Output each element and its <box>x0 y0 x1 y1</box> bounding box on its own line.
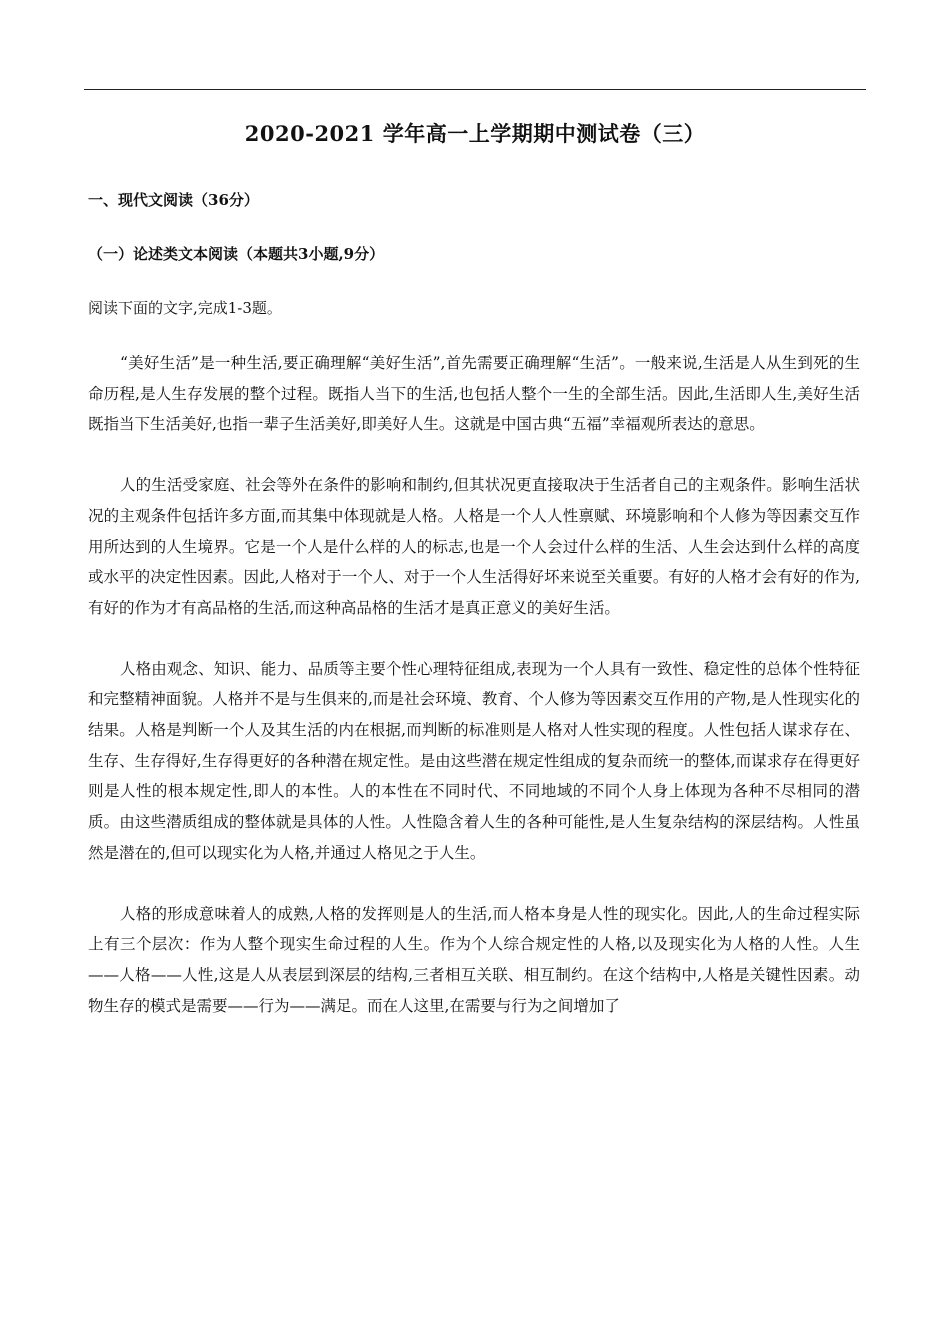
paragraph-4: 人格的形成意味着人的成熟,人格的发挥则是人的生活,而人格本身是人性的现实化。因此,人的生命过程实际上有三个层次：作为人整个现实生命过程的人生。作为个人综合规定性的人格,以及现实化为人格的人性。人生——人格——人性,这是人从表层到深层的结构,三者相互关联、相互制约。在这个结构中,人格是关键性因素。动物生存的模式是需要——行为——满足。而在人这里,在需要与行为之间增加了 <box>88 904 860 1015</box>
paragraph-1: “美好生活”是一种生活,要正确理解“美好生活”,首先需要正确理解“生活”。一般来说,生活是人从生到死的生命历程,是人生存发展的整个过程。既指人当下的生活,也包括人整个一生的全部生活。因此,生活即人生,美好生活既指当下生活美好,也指一辈子生活美好,即美好人生。这就是中国古典“五福”幸福观所表达的意思。 <box>88 354 860 434</box>
section-heading: 一、现代文阅读（36分） <box>88 191 259 209</box>
paragraph-2: 人的生活受家庭、社会等外在条件的影响和制约,但其状况更直接取决于生活者自己的主观条件。影响生活状况的主观条件包括许多方面,而其集中体现就是人格。人格是一个人人性禀赋、环境影响和个人修为等因素交互作用所达到的人生境界。它是一个人是什么样的人的标志,也是一个人会过什么样的生活、人生会达到什么样的高度或水平的决定性因素。因此,人格对于一个人、对于一个人生活得好坏来说至关重要。有好的人格才会有好的作为,有好的作为才有高品格的生活,而这种高品格的生活才是真正意义的美好生活。 <box>88 476 860 617</box>
page-title: 2020-2021 学年高一上学期期中测试卷（三） <box>244 121 706 146</box>
paragraph-3: 人格由观念、知识、能力、品质等主要个性心理特征组成,表现为一个人具有一致性、稳定性的总体个性特征和完整精神面貌。人格并不是与生俱来的,而是社会环境、教育、个人修为等因素交互作用的产物,是人性现实化的结果。人格是判断一个人及其生活的内在根据,而判断的标准则是人格对人性实现的程度。人性包括人谋求存在、生存、生存得好,生存得更好的各种潜在规定性。是由这些潜在规定性组成的复杂而统一的整体,而谋求存在得更好则是人性的根本规定性,即人的本性。人的本性在不同时代、不同地域的不同个人身上体现为各种不尽相同的潜质。由这些潜质组成的整体就是具体的人性。人性隐含着人生的各种可能性,是人生复杂结构的深层结构。人性虽然是潜在的,但可以现实化为人格,并通过人格见之于人生。 <box>88 659 860 862</box>
header-rule <box>84 89 866 90</box>
sub-section-heading: （一）论述类文本阅读（本题共3小题,9分） <box>88 245 385 263</box>
article-body <box>88 348 860 1051</box>
reading-instruction: 阅读下面的文字,完成1-3题。 <box>88 299 282 317</box>
